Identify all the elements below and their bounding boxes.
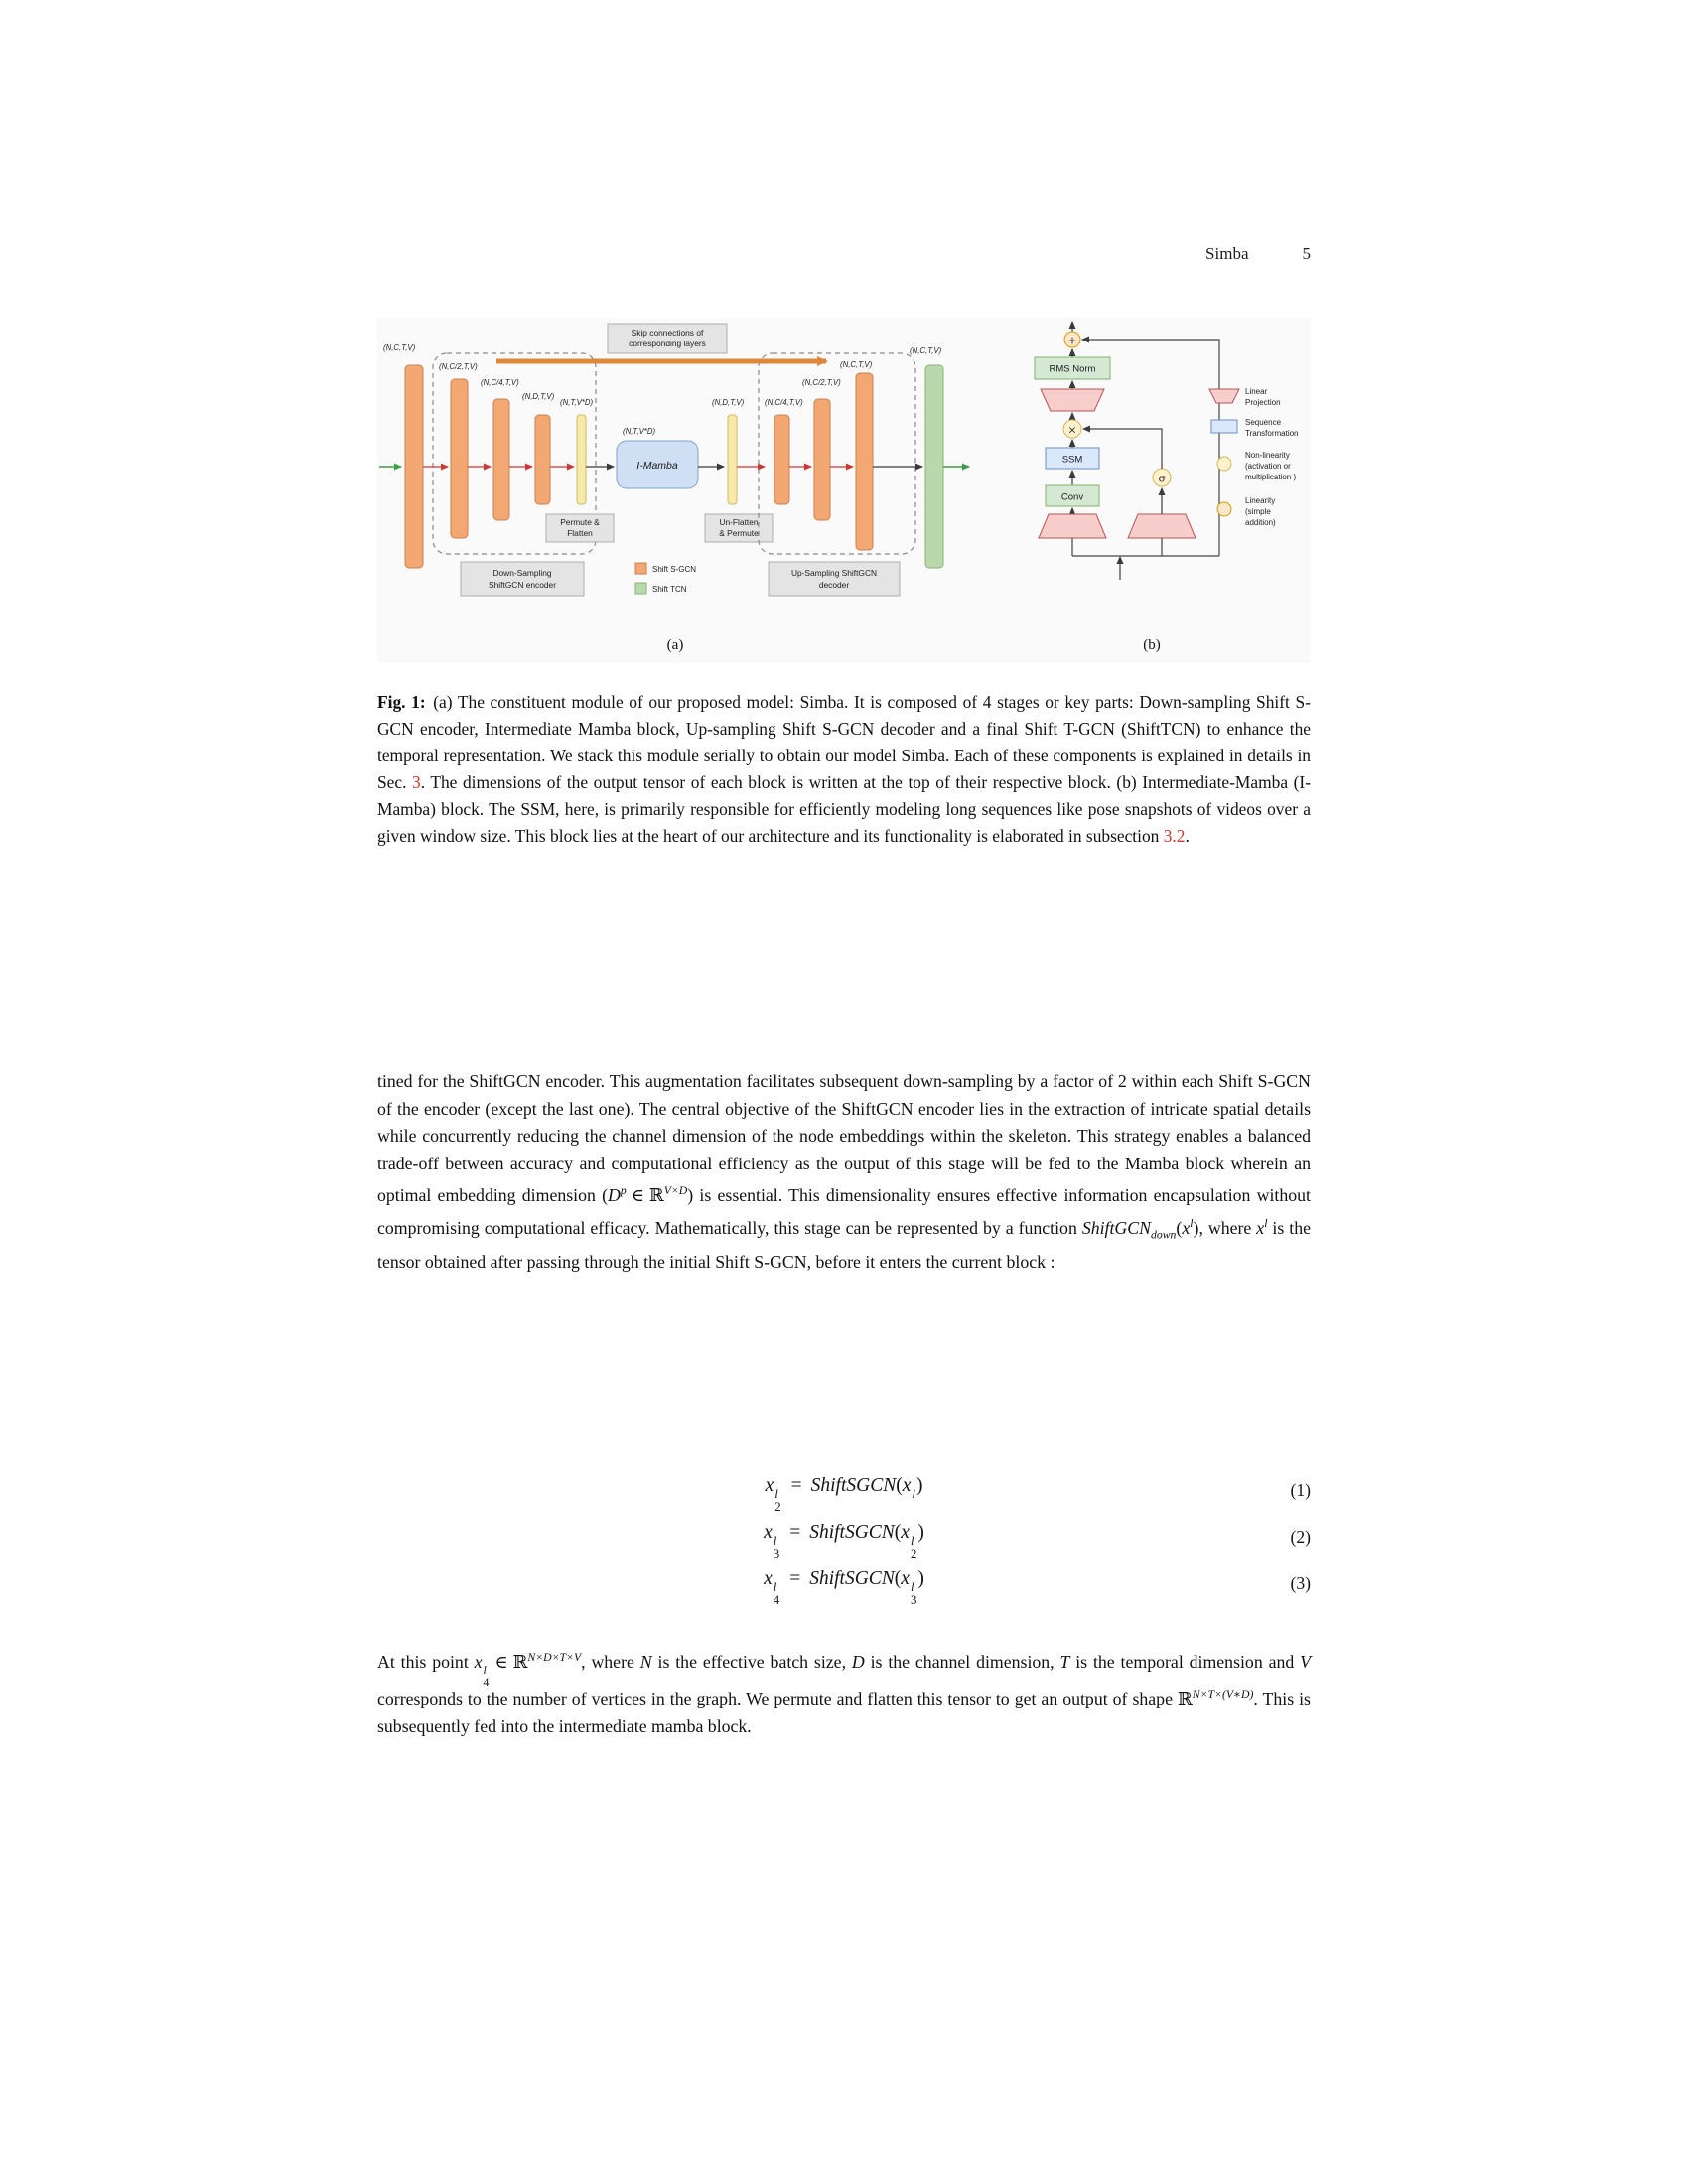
- math-sub: 4: [773, 1593, 780, 1608]
- math-sup: l: [912, 1486, 915, 1501]
- tensor-label-output: (N,C,T,V): [910, 346, 942, 355]
- rms-norm-label: RMS Norm: [1049, 363, 1096, 375]
- tensor-label-dec1: (N,C/4,T,V): [765, 398, 803, 407]
- math-fn: ShiftSGCN: [809, 1522, 895, 1544]
- legend-label: (activation or: [1245, 462, 1291, 471]
- shift-sgcn-bar: [856, 373, 873, 550]
- subfigure-a-caption: (a): [666, 637, 684, 653]
- conv-label: Conv: [1060, 491, 1084, 503]
- body-text: corresponds to the number of vertices in the graph. We permute and flatten this tensor to get an output of shape: [377, 1689, 1178, 1709]
- math-var: x: [1182, 1217, 1191, 1238]
- math-var: T: [1059, 1651, 1070, 1672]
- math-paren: ): [917, 1522, 924, 1544]
- math-paren: ): [917, 1569, 924, 1590]
- legend-swatch-linearity: [1217, 502, 1231, 516]
- skip-connections-label: Skip connections of: [631, 328, 704, 338]
- math-var: V: [1300, 1651, 1311, 1672]
- shift-tcn-bar: [925, 365, 943, 568]
- math-supsub: [910, 1579, 917, 1608]
- math-paren: ): [1193, 1217, 1199, 1238]
- figure-caption: [377, 689, 1311, 849]
- math-sup: l: [1264, 1216, 1268, 1230]
- legend-label: Linear: [1245, 387, 1268, 396]
- math-sup: l: [910, 1533, 914, 1548]
- math-sup: l: [483, 1663, 487, 1677]
- math-sup: l: [910, 1579, 914, 1594]
- equation-2: [377, 1514, 1311, 1561]
- math-sup: l: [774, 1486, 778, 1501]
- body-text: ) is essential. This dimensionality ensures effective information encapsulation without compromising computational efficacy. Mathematically, this stage can be represented by a function: [377, 1185, 1311, 1238]
- shift-sgcn-bar: [451, 379, 468, 538]
- math-var: x: [764, 1522, 773, 1544]
- equation-body: [764, 1569, 924, 1608]
- equals-sign: =: [789, 1522, 801, 1544]
- math-paren: (: [894, 1522, 902, 1544]
- math-var: x: [902, 1475, 912, 1497]
- math-paren: ): [915, 1475, 923, 1497]
- tensor-label-enc1: (N,C/2,T,V): [439, 362, 478, 371]
- equation-number: (1): [1290, 1480, 1311, 1500]
- math-fn: ShiftGCN: [1081, 1217, 1151, 1238]
- math-var: D: [608, 1185, 621, 1206]
- math-var: x: [474, 1651, 483, 1672]
- sigma-icon: σ: [1158, 472, 1166, 485]
- tensor-label-dec2: (N,C/2,T,V): [802, 378, 841, 387]
- subfigure-b-caption: (b): [1143, 637, 1161, 653]
- legend-swatch-nonlinearity: [1217, 457, 1231, 471]
- math-sup: l: [773, 1533, 777, 1548]
- body-paragraph-2: [377, 1644, 1311, 1740]
- legend-label: addition): [1245, 518, 1276, 527]
- body-text: is the temporal dimension and: [1069, 1651, 1301, 1672]
- body-text: is the effective batch size,: [651, 1651, 852, 1672]
- running-title: Simba: [1205, 244, 1249, 263]
- linear-projection-block: [1128, 514, 1196, 538]
- body-text: . This is subsequently fed into the intermediate mamba block.: [377, 1689, 1311, 1736]
- math-sub: 3: [773, 1547, 780, 1562]
- math-var: x: [764, 1569, 773, 1590]
- legend-label: (simple: [1245, 507, 1271, 516]
- shift-sgcn-bar: [405, 365, 423, 568]
- equation-number: (3): [1290, 1573, 1311, 1593]
- equation-number: (2): [1290, 1527, 1311, 1547]
- tensor-label-unflatten: (N,D,T,V): [712, 398, 745, 407]
- skip-connections-label: corresponding layers: [629, 339, 706, 348]
- legend-swatch-linear-projection: [1209, 389, 1239, 403]
- math-var: x: [765, 1475, 774, 1497]
- math-var: N: [639, 1651, 652, 1672]
- imamba-label: I-Mamba: [636, 460, 678, 472]
- permute-flatten-label: Permute &: [560, 517, 600, 527]
- body-text: is the channel dimension,: [864, 1651, 1060, 1672]
- figure-1: [377, 318, 1311, 663]
- equation-block: [377, 1467, 1311, 1607]
- equals-sign: =: [790, 1475, 802, 1497]
- math-supsub: [910, 1533, 917, 1562]
- body-text: At this point: [377, 1651, 475, 1672]
- math-sup: V×D: [663, 1184, 688, 1198]
- caption-text: . The dimensions of the output tensor of each block is written at the top of their respective block. (b) Intermediate-Mamba (I-Mamba) block. The SSM, here, is primarily responsible for efficiently modeling long sequences like pose snapshots of videos over a given window size. This block lies at the heart of our architecture and its functionality is elaborated in subsection: [377, 771, 1312, 846]
- tensor-label-mamba: (N,T,V*D): [623, 427, 656, 436]
- figure-caption-label: Fig. 1:: [377, 692, 426, 712]
- math-paren: (: [1176, 1217, 1183, 1238]
- tensor-label-enc2: (N,C/4,T,V): [481, 378, 519, 387]
- decoder-label: decoder: [818, 580, 850, 590]
- legend-label: multiplication ): [1245, 473, 1297, 481]
- linear-projection-block: [1041, 389, 1104, 411]
- tensor-label-enc3: (N,D,T,V): [522, 392, 555, 401]
- running-head: [377, 244, 1311, 264]
- ref-subsec-3-2[interactable]: 3.2: [1163, 825, 1186, 846]
- legend-label: Sequence: [1245, 418, 1282, 427]
- math-supsub: [483, 1663, 490, 1690]
- math-fn: ShiftSGCN: [809, 1569, 895, 1590]
- math-var: x: [901, 1569, 910, 1590]
- legend-label: Projection: [1245, 398, 1281, 407]
- tensor-label-flatten: (N,T,V*D): [560, 398, 594, 407]
- math-sup: N×T×(V∗D): [1192, 1688, 1254, 1702]
- math-var: x: [1256, 1217, 1265, 1238]
- math-paren: (: [896, 1475, 903, 1497]
- math-supsub: [773, 1579, 780, 1608]
- figure-1-diagram: [377, 318, 1311, 663]
- legend-label-shift-tcn: Shift TCN: [652, 585, 687, 594]
- page-number: 5: [1302, 244, 1311, 263]
- math-var: x: [901, 1522, 910, 1544]
- real-numbers-symbol: ℝ: [648, 1185, 664, 1207]
- math-sup: p: [620, 1184, 627, 1198]
- element-of-symbol: ∈: [494, 1651, 508, 1673]
- shift-sgcn-bar: [814, 399, 830, 520]
- body-text: , where: [1198, 1217, 1257, 1238]
- element-of-symbol: ∈: [631, 1185, 644, 1207]
- body-text: tined for the ShiftGCN encoder. This augmentation facilitates subsequent down-sampling by a factor of 2 within each Shift S-GCN of the encoder (except the last one). The central objective of the ShiftGCN encoder lies in the extraction of intricate spatial details while concurrently reducing the channel dimension of the node embeddings within the skeleton. This strategy enables a balanced trade-off between accuracy and computational efficiency as the output of this stage will be fed to the Mamba block wherein an optimal embedding dimension (: [377, 1071, 1311, 1206]
- equation-body: [764, 1522, 924, 1562]
- equation-body: [765, 1475, 923, 1515]
- shift-sgcn-bar: [493, 399, 509, 520]
- math-supsub: [773, 1533, 780, 1562]
- math-sub: 2: [910, 1547, 917, 1562]
- math-supsub: [912, 1488, 915, 1506]
- body-text: , where: [581, 1651, 640, 1672]
- tensor-label-dec3: (N,C,T,V): [840, 360, 873, 369]
- math-sub: 4: [483, 1676, 490, 1690]
- permute-flatten-bar: [577, 415, 586, 504]
- linear-projection-block: [1039, 514, 1106, 538]
- tensor-label-input: (N,C,T,V): [383, 343, 416, 352]
- equals-sign: =: [789, 1569, 801, 1590]
- body-paragraph-1: [377, 1068, 1311, 1277]
- equation-3: [377, 1561, 1311, 1607]
- legend-swatch-shift-sgcn: [635, 563, 646, 574]
- math-sub: 2: [774, 1500, 781, 1515]
- math-paren: (: [894, 1569, 902, 1590]
- panel-b: [1035, 322, 1299, 653]
- shift-sgcn-bar: [535, 415, 550, 504]
- math-sup: l: [1190, 1216, 1194, 1230]
- times-icon: ×: [1067, 423, 1077, 437]
- math-fn: ShiftSGCN: [810, 1475, 897, 1497]
- caption-text: (a) The constituent module of our proposed model: Simba. It is composed of 4 stages or key parts: Down-sampling Shift S-GCN encoder, Intermediate Mamba block, Up-sampling Shift S-GCN decoder and a final Shift T-GCN (ShiftTCN) to enhance the temporal representation. We stack this module serially to obtain our model Simba. Each of these components is explained in details in Sec.: [377, 692, 1311, 792]
- legend-label: Linearity: [1245, 496, 1276, 505]
- ref-sec-3[interactable]: 3: [412, 771, 421, 792]
- math-sup: N×D×T×V: [527, 1651, 582, 1664]
- real-numbers-symbol: ℝ: [1177, 1689, 1193, 1710]
- unflatten-permute-label: & Permute: [719, 528, 759, 538]
- equation-1: [377, 1467, 1311, 1514]
- legend-label: Non-linearity: [1245, 451, 1290, 460]
- math-sub: 3: [910, 1593, 917, 1608]
- panel-a: [379, 324, 969, 653]
- math-sup: l: [773, 1579, 777, 1594]
- ssm-label: SSM: [1061, 454, 1083, 466]
- unflatten-permute-bar: [728, 415, 737, 504]
- math-supsub: [774, 1486, 781, 1515]
- unflatten-permute-label: Un-Flatten: [719, 517, 759, 527]
- encoder-label: Down-Sampling: [492, 568, 552, 578]
- decoder-label: Up-Sampling ShiftGCN: [790, 568, 878, 578]
- legend-swatch-shift-tcn: [635, 583, 646, 594]
- math-sub: down: [1150, 1228, 1177, 1242]
- permute-flatten-label: Flatten: [567, 528, 593, 538]
- body-text: is the tensor obtained after passing through the initial Shift S-GCN, before it enters the current block :: [377, 1217, 1311, 1272]
- legend-swatch-sequence-transformation: [1211, 420, 1237, 433]
- encoder-label: ShiftGCN encoder: [489, 580, 556, 590]
- shift-sgcn-bar: [774, 415, 789, 504]
- legend-label: Transformation: [1245, 429, 1299, 438]
- caption-text: .: [1185, 825, 1190, 846]
- plus-icon: +: [1067, 334, 1077, 347]
- legend-label-shift-sgcn: Shift S-GCN: [652, 565, 697, 574]
- math-var: D: [851, 1651, 865, 1672]
- real-numbers-symbol: ℝ: [512, 1651, 528, 1673]
